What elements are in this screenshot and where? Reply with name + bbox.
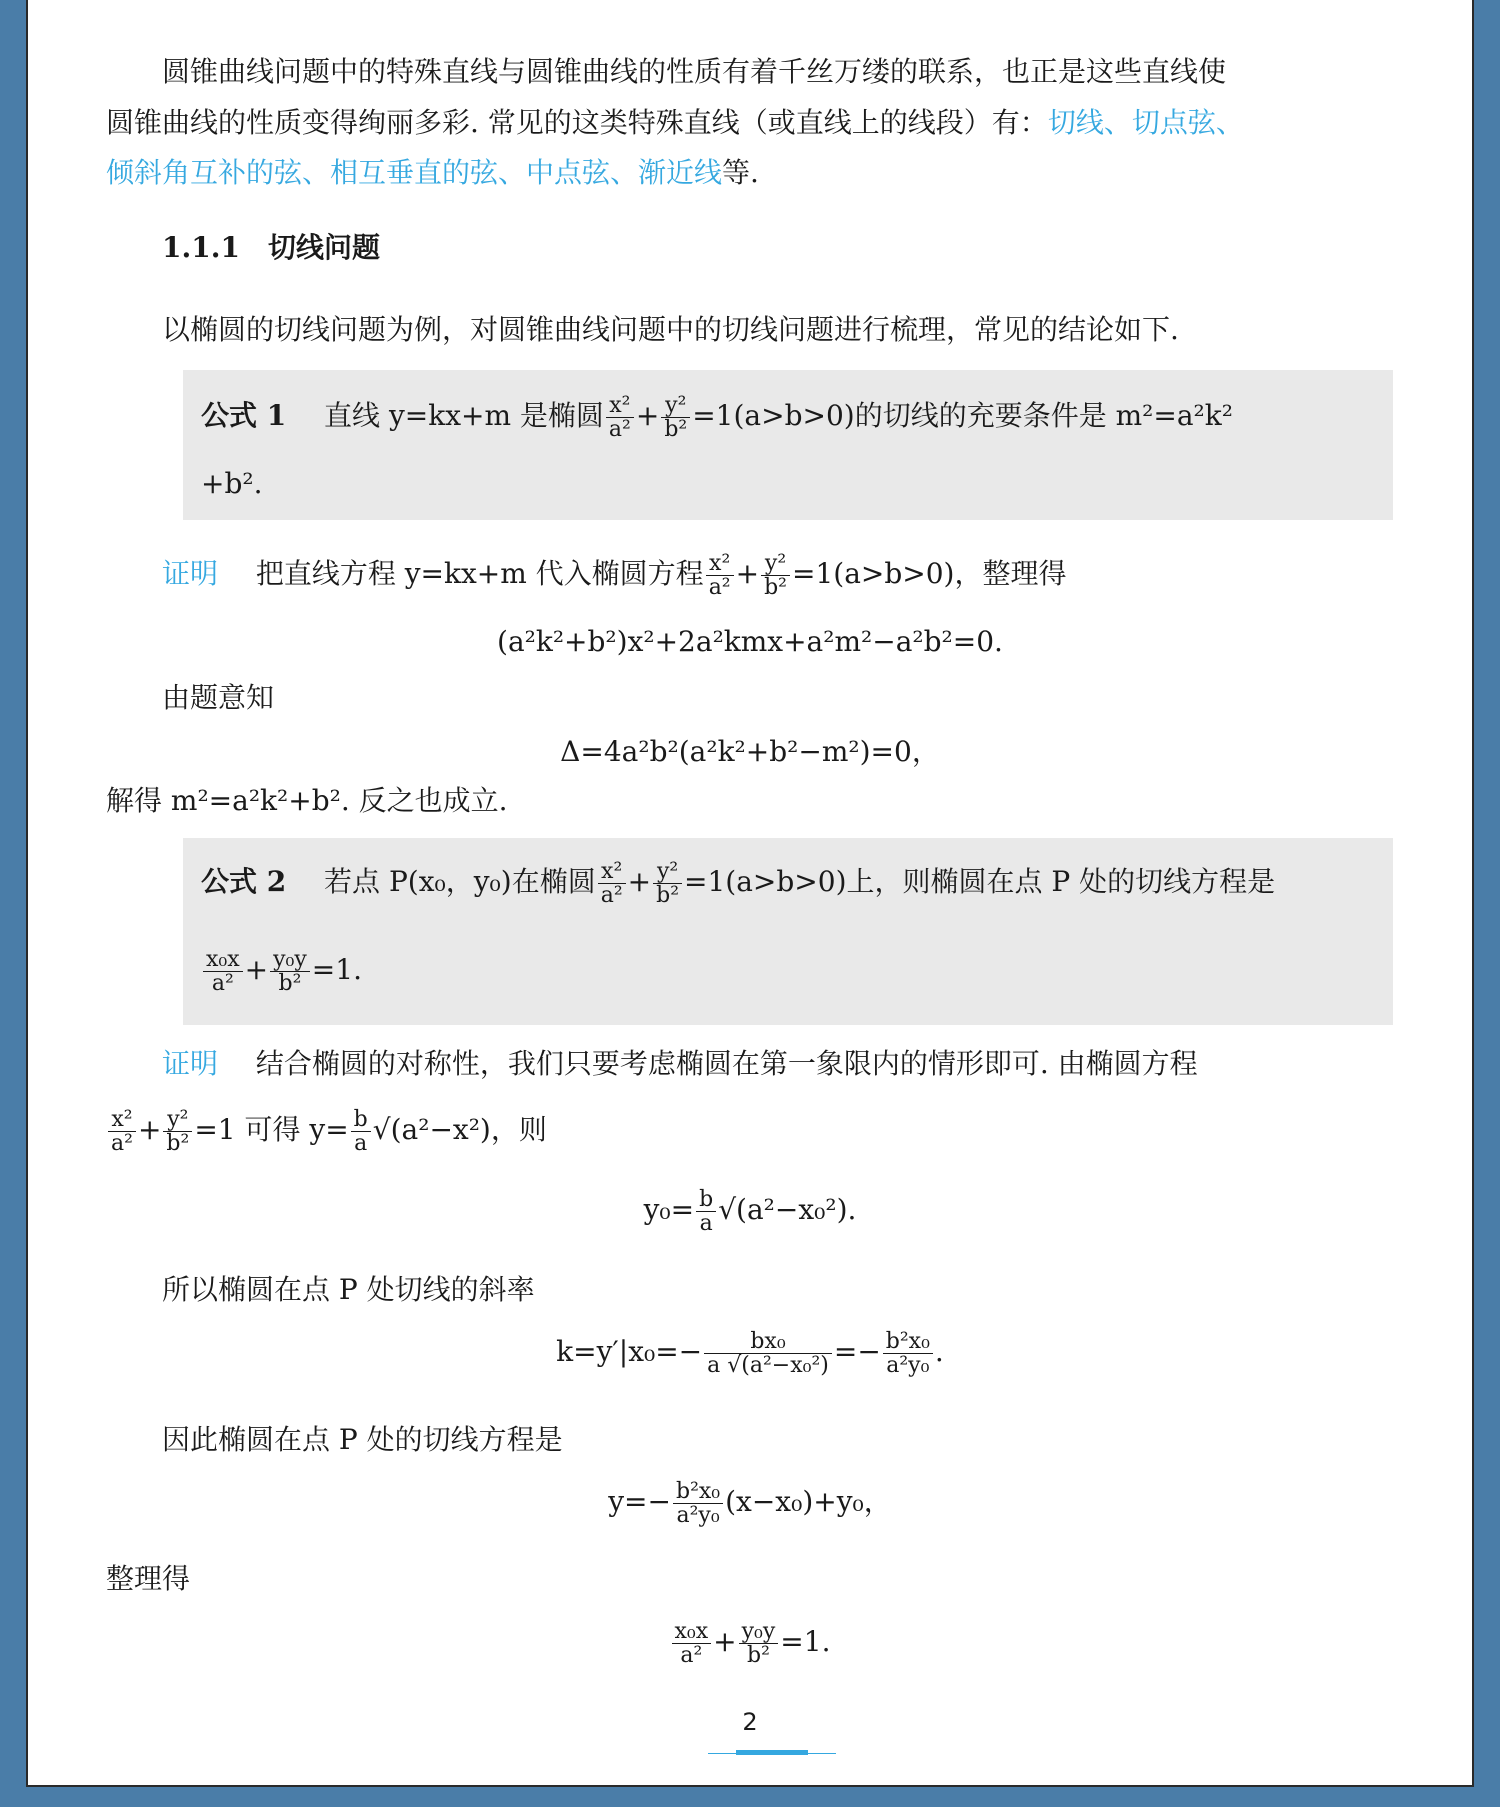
eq-frac [696,1188,716,1235]
page [26,0,1474,1787]
formula-1-post: =1(a>b>0)的切线的充要条件是 m²=a²k² [692,399,1233,433]
eq-frac [672,1620,712,1667]
frac-num: b²x₀ [883,1330,933,1354]
section-intro: 以椭圆的切线问题为例，对圆锥曲线问题中的切线问题进行梳理，常见的结论如下. [162,313,1179,346]
proof-2-frac-x [108,1108,136,1155]
eq-frac [883,1330,933,1377]
formula-2-post: =1(a>b>0)上，则椭圆在点 P 处的切线方程是 [684,865,1276,899]
frac-num: x² [598,860,626,884]
proof-1-line-1: 证明 把直线方程 y=kx+m 代入椭圆方程 $\frac{\text{x²}}{\text{a²}}$ + $\frac{\text{y²}}{\text{b²}}$ =1(a>b>0)，整理得 [162,551,1067,601]
proof-2-frac-y [163,1108,192,1155]
formula-1-line-1 [201,394,1233,441]
formula-2-line-2-post: =1. [311,953,362,987]
frac-den: a² [111,1131,133,1157]
formula-1-pre: 直线 y=kx+m 是椭圆 [324,399,604,433]
frac-num: y₀y [270,948,310,972]
section-title: 切线问题 [267,231,380,264]
eq-text: √(a²−x₀²). [718,1193,857,1227]
proof-1-frac-y [761,552,790,599]
eq-frac [739,1620,779,1667]
frac-num: b [696,1188,716,1212]
frac-den: a²y₀ [886,1353,930,1379]
frac-den: b² [166,1131,190,1157]
eq-text: y₀= [643,1193,695,1227]
frac-den: a √(a²−x₀²) [707,1353,829,1379]
proof-2-equation-1 [28,1188,1472,1235]
frac-den: a² [211,971,234,997]
frac-den: b² [764,575,787,601]
frac-num: b [351,1108,371,1132]
frac-num: x² [108,1108,136,1132]
proof-1-frac-x [706,552,734,599]
eq-text: . [934,1335,944,1369]
proof-2-equation-3 [28,1480,1472,1527]
frac-den: a [354,1131,368,1157]
proof-1-label: 证明 [162,557,219,591]
eq-text: =1. [780,1625,831,1659]
formula-2-pre: 若点 P(x₀，y₀)在椭圆 [324,865,596,899]
proof-2-equation-4: $\frac{\text{x₀x}}{\text{a²}}$ + $\frac{\text{y₀y}}{\text{b²}}$ =1. [28,1620,1472,1667]
page-number: 2 [742,1708,758,1736]
frac-num: y₀y [739,1620,779,1644]
intro-line-1: 圆锥曲线问题中的特殊直线与圆锥曲线的性质有着千丝万缕的联系，也正是这些直线使 [162,55,1227,88]
frac-den: b² [664,417,688,443]
intro-line-3-end: 等. [722,156,759,189]
proof-2-label: 证明 [162,1047,219,1080]
frac-den: a [699,1211,713,1237]
frac-num: x₀x [672,1620,712,1644]
proof-2-frac-b-a [351,1108,371,1155]
frac-num: y² [761,552,790,576]
eq-text: =− [833,1335,881,1369]
formula-1-line-2: +b². [201,467,263,500]
eq-text: y=− [608,1485,671,1519]
formula-1-box [183,370,1393,520]
proof-2-text-4: 整理得 [106,1562,191,1595]
frac-den: b² [747,1643,770,1669]
formula-2-frac-x [598,860,626,907]
frac-num: y² [661,394,690,418]
proof-2-line-1-text: 结合椭圆的对称性，我们只要考虑椭圆在第一象限内的情形即可. 由椭圆方程 [255,1047,1198,1080]
eq-text: k=y′|x₀=− [556,1335,703,1369]
frac-den: b² [656,883,680,909]
formula-2-frac-x0x [203,948,243,995]
proof-1-text-2: 由题意知 [162,681,275,714]
proof-1-equation-1: (a²k²+b²)x²+2a²kmx+a²m²−a²b²=0. [497,625,1003,658]
proof-1-equation-2: Δ=4a²b²(a²k²+b²−m²)=0， [560,735,940,768]
formula-2-frac-y [653,860,682,907]
eq-text: (x−x₀)+y₀， [725,1485,892,1519]
frac-num: x² [706,552,734,576]
frac-den: b² [278,971,302,997]
frac-num: y² [653,860,682,884]
proof-2-line-2: $\frac{\text{x²}}{\text{a²}}$ + $\frac{\text{y²}}{\text{b²}}$ =1 可得 y= $\frac{b}{a}$ √(a²−x²)，则 [106,1108,547,1155]
intro-highlight-terms-2: 倾斜角互补的弦、相互垂直的弦、中点弦、渐近线 [106,156,723,189]
formula-2-frac-y0y [270,948,310,995]
frac-den: a² [708,575,731,601]
frac-den: a²y₀ [676,1503,720,1529]
intro-line-2-text: 圆锥曲线的性质变得绚丽多彩. 常见的这类特殊直线（或直线上的线段）有： [106,106,1048,139]
frac-den: a² [680,1643,703,1669]
proof-1-pre: 把直线方程 y=kx+m 代入椭圆方程 [255,557,704,591]
proof-1-post: =1(a>b>0)，整理得 [792,557,1067,591]
page-number-rule [708,1753,836,1754]
frac-den: a² [608,417,631,443]
proof-2-text-2: 所以椭圆在点 P 处切线的斜率 [162,1273,535,1306]
intro-highlight-terms-1: 切线、切点弦、 [1047,106,1244,139]
formula-2-label: 公式 2 [201,865,287,899]
formula-1-label: 公式 1 [201,399,287,433]
formula-2-line-2: $\frac{\text{x₀x}}{\text{a²}}$ + $\frac{\text{y₀y}}{\text{b²}}$ =1. [201,948,362,995]
proof-2-line-2-mid: =1 可得 y= [194,1113,349,1147]
frac-num: x₀x [203,948,243,972]
formula-1-frac-x [606,394,634,441]
frac-num: y² [163,1108,192,1132]
frac-num: x² [606,394,634,418]
proof-2-line-2-sqrt: √(a²−x²) [372,1113,491,1147]
eq-frac [673,1480,723,1527]
proof-2-equation-2 [28,1330,1472,1377]
intro-line-2 [106,105,1244,141]
proof-1-text-3: 解得 m²=a²k²+b². 反之也成立. [106,784,508,817]
frac-num: b²x₀ [673,1480,723,1504]
section-number: 1.1.1 [162,231,240,264]
frac-den: a² [600,883,623,909]
plus-sign: + [635,399,660,433]
formula-2-box [183,838,1393,1025]
formula-2-line-1: 公式 2 若点 P(x₀，y₀)在椭圆 $\frac{\text{x²}}{\text{a²}}$ + $\frac{\text{y²}}{\text{b²}}$ =1(a>b>0)上，则椭圆在点 P 处的切线方程是 [201,859,1276,909]
section-heading [162,230,380,266]
proof-2-line-1 [162,1046,1198,1082]
frac-num: bx₀ [704,1330,832,1354]
eq-frac [704,1330,832,1377]
proof-2-line-2-post: ，则 [490,1113,547,1147]
intro-line-3 [106,155,759,191]
proof-2-text-3: 因此椭圆在点 P 处的切线方程是 [162,1423,563,1456]
formula-1-frac-y [661,394,690,441]
